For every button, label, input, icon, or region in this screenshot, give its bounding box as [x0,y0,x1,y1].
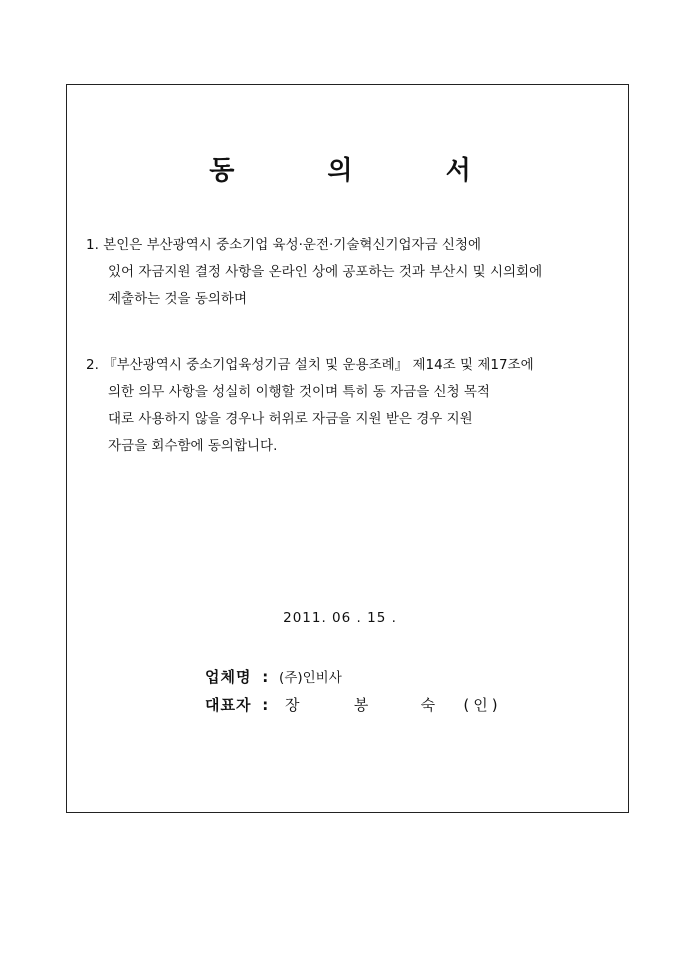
clause-2 [86,352,534,460]
company-colon: : [262,668,269,686]
clause-1-line-2: 있어 자금지원 결정 사항을 온라인 상에 공포하는 것과 부산시 및 시의회에 [108,264,543,280]
representative-name-part-1: 장 [285,696,304,714]
company-row [205,666,342,687]
document-title: 동 의 서 [209,156,513,186]
clause-2-line-4: 자금을 회수함에 동의합니다. [108,438,278,454]
company-name: (주)인비사 [279,670,342,686]
company-label: 업체명 [205,668,252,686]
clause-1-line-3: 제출하는 것을 동의하며 [108,291,247,307]
seal-mark: (인) [463,696,502,714]
clause-2-line-1: 2. 『부산광역시 중소기업육성기금 설치 및 운용조례』 제14조 및 제17조에 [86,357,534,373]
clause-1-line-1: 1. 본인은 부산광역시 중소기업 육성·운전·기술혁신기업자금 신청에 [86,237,482,253]
representative-colon: : [262,696,269,714]
representative-name-part-3: 숙 [420,696,440,714]
document-date: 2011. 06 . 15 . [283,610,397,626]
clause-1 [86,232,542,313]
clause-2-line-2: 의한 의무 사항을 성실히 이행할 것이며 특히 동 자금을 신청 목적 [108,384,490,400]
representative-row [205,694,502,715]
representative-label: 대표자 [205,696,252,714]
representative-name [279,696,502,714]
representative-name-part-2: 봉 [353,696,373,714]
clause-2-line-3: 대로 사용하지 않을 경우나 허위로 자금을 지원 받은 경우 지원 [108,411,473,427]
